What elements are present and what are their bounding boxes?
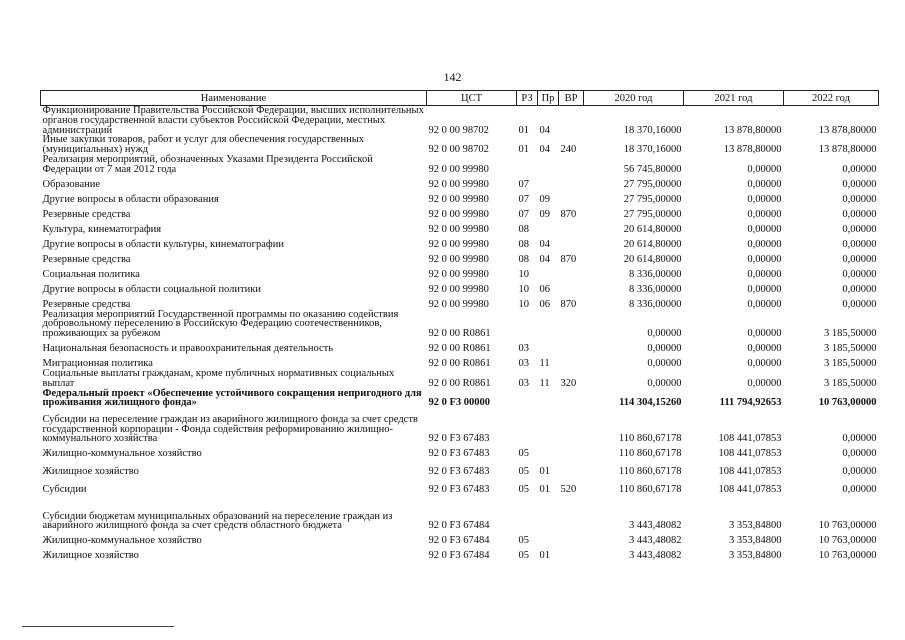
row-name: Жилищно-коммунальное хозяйство	[42, 535, 202, 547]
row-name: Жилищно-коммунальное хозяйство	[42, 448, 202, 460]
row-value-2020: 3 443,48082	[629, 520, 682, 532]
row-name: Резервные средства	[42, 208, 131, 220]
table-header-row	[41, 91, 879, 106]
table-row	[41, 459, 879, 477]
row-value-2022: 0,00000	[842, 178, 877, 190]
row-rz: 01	[518, 144, 529, 156]
table-row	[41, 250, 879, 265]
row-cst: 92 0 F3 67483	[428, 466, 490, 478]
row-value-2022: 3 185,50000	[824, 358, 877, 370]
row-cst: 92 0 00 R0861	[428, 328, 491, 340]
row-pr: 04	[539, 124, 550, 136]
row-value-2020: 110 860,67178	[618, 433, 682, 445]
row-vr	[559, 106, 584, 136]
row-rz: 01	[518, 124, 529, 136]
table-row	[41, 389, 879, 409]
row-value-2021: 0,00000	[747, 223, 782, 235]
row-pr: 01	[539, 466, 550, 478]
row-value-2022: 3 185,50000	[824, 377, 877, 389]
row-value-2021: 111 794,92653	[719, 397, 782, 409]
row-name: Федеральный проект «Обеспечение устойчивого сокращения непригодного для проживания жилищного фонда»	[42, 387, 422, 409]
row-value-2020: 110 860,67178	[618, 466, 682, 478]
row-cst: 92 0 00 R0861	[428, 343, 491, 355]
row-cst: 92 0 F3 67484	[428, 535, 490, 547]
row-value-2022: 10 763,00000	[818, 550, 877, 562]
row-rz	[517, 310, 538, 339]
row-value-2020: 8 336,00000	[629, 283, 682, 295]
row-value-2022: 3 185,50000	[824, 328, 877, 340]
row-vr	[559, 155, 584, 175]
row-name: Миграционная политика	[42, 358, 153, 370]
row-value-2021: 3 353,84800	[729, 535, 782, 547]
row-pr	[538, 389, 559, 409]
row-value-2021: 0,00000	[747, 358, 782, 370]
row-value-2021: 3 353,84800	[729, 520, 782, 532]
row-cst: 92 0 F3 67483	[428, 433, 490, 445]
table-row	[41, 235, 879, 250]
row-rz	[517, 408, 538, 444]
row-vr: 870	[560, 208, 577, 220]
row-value-2021: 108 441,07853	[718, 466, 782, 478]
row-value-2020: 110 860,67178	[618, 448, 682, 460]
row-cst: 92 0 00 99980	[428, 253, 489, 265]
budget-table	[40, 90, 879, 561]
row-value-2022: 0,00000	[842, 448, 877, 460]
row-value-2022: 0,00000	[842, 466, 877, 478]
row-pr	[538, 531, 559, 546]
row-name: Социальная политика	[42, 268, 140, 280]
row-pr	[538, 444, 559, 459]
table-row	[41, 205, 879, 220]
table-row	[41, 295, 879, 310]
row-vr	[559, 408, 584, 444]
table-row	[41, 175, 879, 190]
row-cst: 92 0 00 98702	[428, 144, 489, 156]
row-vr	[559, 531, 584, 546]
row-value-2021: 0,00000	[747, 298, 782, 310]
table-row	[41, 220, 879, 235]
row-vr	[559, 220, 584, 235]
row-rz: 03	[518, 343, 529, 355]
row-cst: 92 0 00 99980	[428, 223, 489, 235]
row-rz: 10	[518, 268, 529, 280]
row-name: Другие вопросы в области образования	[42, 193, 219, 205]
row-value-2021: 0,00000	[747, 163, 782, 175]
row-rz: 03	[518, 377, 529, 389]
row-cst: 92 0 F3 67484	[428, 550, 490, 562]
row-value-2021: 0,00000	[747, 377, 782, 389]
row-name: Культура, кинематография	[42, 223, 162, 235]
row-value-2022: 0,00000	[842, 484, 877, 496]
row-pr	[538, 265, 559, 280]
table-row	[41, 354, 879, 369]
header-2020: 2020 год	[584, 91, 684, 106]
row-vr	[559, 339, 584, 354]
row-value-2020: 27 795,00000	[623, 208, 682, 220]
row-name: Другие вопросы в области культуры, кинематографии	[42, 238, 284, 250]
page-number: 142	[443, 70, 462, 84]
row-value-2022: 0,00000	[842, 268, 877, 280]
row-rz: 05	[518, 535, 529, 547]
row-value-2021: 13 878,80000	[723, 144, 782, 156]
row-pr	[538, 495, 559, 531]
row-value-2022: 0,00000	[842, 283, 877, 295]
row-value-2021: 0,00000	[747, 283, 782, 295]
row-pr: 11	[539, 377, 550, 389]
row-value-2021: 3 353,84800	[729, 550, 782, 562]
row-name: Жилищное хозяйство	[42, 550, 139, 562]
row-value-2021: 0,00000	[747, 268, 782, 280]
row-rz: 05	[518, 484, 529, 496]
row-value-2020: 27 795,00000	[623, 193, 682, 205]
row-name: Субсидии на переселение граждан из аварийного жилищного фонда за счет средств государственной корпорации - Фонда содействия реформированию жилищно-коммунального хозяйства	[42, 413, 418, 445]
row-value-2022: 13 878,80000	[818, 144, 877, 156]
row-cst: 92 0 00 R0861	[428, 377, 491, 389]
row-cst: 92 0 00 99980	[428, 208, 489, 220]
row-value-2021: 0,00000	[747, 208, 782, 220]
row-value-2020: 0,00000	[647, 328, 682, 340]
row-value-2021: 108 441,07853	[718, 448, 782, 460]
row-value-2020: 18 370,16000	[623, 144, 682, 156]
row-value-2022: 13 878,80000	[818, 124, 877, 136]
table-row	[41, 444, 879, 459]
row-cst: 92 0 F3 67483	[428, 484, 490, 496]
table-row	[41, 408, 879, 444]
row-value-2020: 8 336,00000	[629, 298, 682, 310]
row-value-2020: 3 443,48082	[629, 535, 682, 547]
row-name: Реализация мероприятий Государственной программы по оказанию содействия добровольному переселению в Российскую Федерацию соотечественников, проживающих за рубежом	[42, 308, 399, 340]
row-rz: 07	[518, 208, 529, 220]
row-rz: 05	[518, 550, 529, 562]
table-row	[41, 495, 879, 531]
row-value-2022: 0,00000	[842, 433, 877, 445]
row-vr	[559, 389, 584, 409]
row-pr	[538, 408, 559, 444]
row-value-2021: 0,00000	[747, 178, 782, 190]
row-vr	[559, 354, 584, 369]
header-2021: 2021 год	[684, 91, 784, 106]
row-rz: 08	[518, 223, 529, 235]
row-cst: 92 0 F3 67483	[428, 448, 490, 460]
row-vr	[559, 190, 584, 205]
table-row	[41, 546, 879, 561]
row-cst: 92 0 00 99980	[428, 238, 489, 250]
table-row	[41, 310, 879, 339]
row-name: Жилищное хозяйство	[42, 466, 139, 478]
header-cst: ЦСТ	[427, 91, 517, 106]
row-name: Субсидии	[42, 484, 87, 496]
row-rz: 03	[518, 358, 529, 370]
row-pr	[538, 310, 559, 339]
table-row	[41, 339, 879, 354]
row-value-2022: 0,00000	[842, 238, 877, 250]
row-cst: 92 0 00 99980	[428, 268, 489, 280]
row-value-2020: 18 370,16000	[623, 124, 682, 136]
row-value-2021: 0,00000	[747, 253, 782, 265]
row-value-2021: 13 878,80000	[723, 124, 782, 136]
row-pr	[538, 155, 559, 175]
header-rz: РЗ	[517, 91, 538, 106]
row-vr	[559, 459, 584, 477]
row-value-2022: 0,00000	[842, 208, 877, 220]
footnote-divider	[22, 626, 174, 627]
row-pr: 09	[539, 193, 550, 205]
row-cst: 92 0 00 99980	[428, 163, 489, 175]
table-body	[41, 106, 879, 562]
row-value-2020: 27 795,00000	[623, 178, 682, 190]
row-cst: 92 0 00 99980	[428, 193, 489, 205]
header-pr: Пр	[538, 91, 559, 106]
row-rz: 07	[518, 178, 529, 190]
row-cst: 92 0 00 R0861	[428, 358, 491, 370]
row-cst: 92 0 F3 67484	[428, 520, 490, 532]
row-value-2020: 114 304,15260	[619, 397, 682, 409]
row-value-2022: 0,00000	[842, 163, 877, 175]
row-vr: 240	[560, 144, 577, 156]
row-value-2020: 20 614,80000	[623, 253, 682, 265]
row-name: Образование	[42, 178, 101, 190]
row-vr: 520	[560, 484, 577, 496]
table-row	[41, 280, 879, 295]
row-name: Резервные средства	[42, 298, 131, 310]
row-rz	[517, 155, 538, 175]
row-value-2021: 0,00000	[747, 238, 782, 250]
row-rz: 08	[518, 238, 529, 250]
row-pr: 04	[539, 144, 550, 156]
row-rz: 08	[518, 253, 529, 265]
row-pr: 01	[539, 550, 550, 562]
row-rz: 05	[518, 448, 529, 460]
table-row	[41, 531, 879, 546]
row-vr	[559, 444, 584, 459]
row-value-2020: 56 745,80000	[623, 163, 682, 175]
row-pr: 01	[539, 484, 550, 496]
row-rz: 10	[518, 298, 529, 310]
row-value-2020: 3 443,48082	[629, 550, 682, 562]
row-value-2022: 0,00000	[842, 223, 877, 235]
table-row	[41, 190, 879, 205]
row-vr	[559, 280, 584, 295]
row-name: Резервные средства	[42, 253, 131, 265]
row-cst: 92 0 F3 00000	[428, 397, 491, 409]
table-row	[41, 477, 879, 495]
row-vr	[559, 310, 584, 339]
row-value-2020: 0,00000	[647, 343, 682, 355]
row-value-2021: 0,00000	[747, 328, 782, 340]
row-pr	[538, 339, 559, 354]
row-rz	[517, 495, 538, 531]
row-name: Функционирование Правительства Российской Федерации, высших исполнительных органов государственной власти субъектов Российской Федерации, местных администраций	[42, 105, 424, 136]
row-rz: 07	[518, 193, 529, 205]
row-pr: 09	[539, 208, 550, 220]
row-vr	[559, 495, 584, 531]
row-pr	[538, 220, 559, 235]
row-vr: 320	[560, 377, 577, 389]
row-name: Реализация мероприятий, обозначенных Указами Президента Российской Федерации от 7 мая 2012 года	[42, 153, 373, 175]
header-name: Наименование	[41, 91, 427, 106]
table-row	[41, 155, 879, 175]
row-vr	[559, 546, 584, 561]
row-value-2022: 0,00000	[842, 193, 877, 205]
row-pr	[538, 175, 559, 190]
row-value-2021: 108 441,07853	[718, 484, 782, 496]
row-cst: 92 0 00 99980	[428, 298, 489, 310]
table-row	[41, 135, 879, 155]
row-name: Социальные выплаты гражданам, кроме публичных нормативных социальных выплат	[42, 367, 395, 389]
row-value-2022: 10 763,00000	[818, 520, 877, 532]
row-value-2021: 0,00000	[747, 343, 782, 355]
row-cst: 92 0 00 99980	[428, 178, 489, 190]
row-name: Другие вопросы в области социальной политики	[42, 283, 261, 295]
row-value-2020: 110 860,67178	[618, 484, 682, 496]
row-value-2021: 0,00000	[747, 193, 782, 205]
row-value-2020: 0,00000	[647, 377, 682, 389]
row-pr: 11	[539, 358, 550, 370]
row-vr	[559, 265, 584, 280]
row-rz: 10	[518, 283, 529, 295]
header-vr: ВР	[559, 91, 584, 106]
row-name: Национальная безопасность и правоохранительная деятельность	[42, 343, 334, 355]
row-name: Субсидии бюджетам муниципальных образований на переселение граждан из аварийного жилищного фонда за счет средств областного бюджета	[42, 510, 393, 532]
row-cst: 92 0 00 98702	[428, 124, 489, 136]
row-value-2021: 108 441,07853	[718, 433, 782, 445]
row-value-2020: 20 614,80000	[623, 223, 682, 235]
row-pr: 04	[539, 238, 550, 250]
row-value-2022: 0,00000	[842, 298, 877, 310]
row-vr: 870	[560, 298, 577, 310]
table-row	[41, 265, 879, 280]
row-value-2020: 20 614,80000	[623, 238, 682, 250]
header-2022: 2022 год	[784, 91, 879, 106]
row-pr: 04	[539, 253, 550, 265]
row-value-2022: 10 763,00000	[818, 535, 877, 547]
row-vr	[559, 235, 584, 250]
row-cst: 92 0 00 99980	[428, 283, 489, 295]
row-value-2020: 8 336,00000	[629, 268, 682, 280]
row-rz	[517, 389, 538, 409]
row-value-2022: 10 763,00000	[818, 397, 877, 409]
row-name: Иные закупки товаров, работ и услуг для обеспечения государственных (муниципальных) нужд	[42, 134, 365, 156]
table-row	[41, 106, 879, 136]
row-rz: 05	[518, 466, 529, 478]
row-pr: 06	[539, 298, 550, 310]
row-pr: 06	[539, 283, 550, 295]
row-value-2022: 3 185,50000	[824, 343, 877, 355]
row-vr: 870	[560, 253, 577, 265]
row-vr	[559, 175, 584, 190]
row-value-2020: 0,00000	[647, 358, 682, 370]
table-row	[41, 369, 879, 389]
row-value-2022: 0,00000	[842, 253, 877, 265]
